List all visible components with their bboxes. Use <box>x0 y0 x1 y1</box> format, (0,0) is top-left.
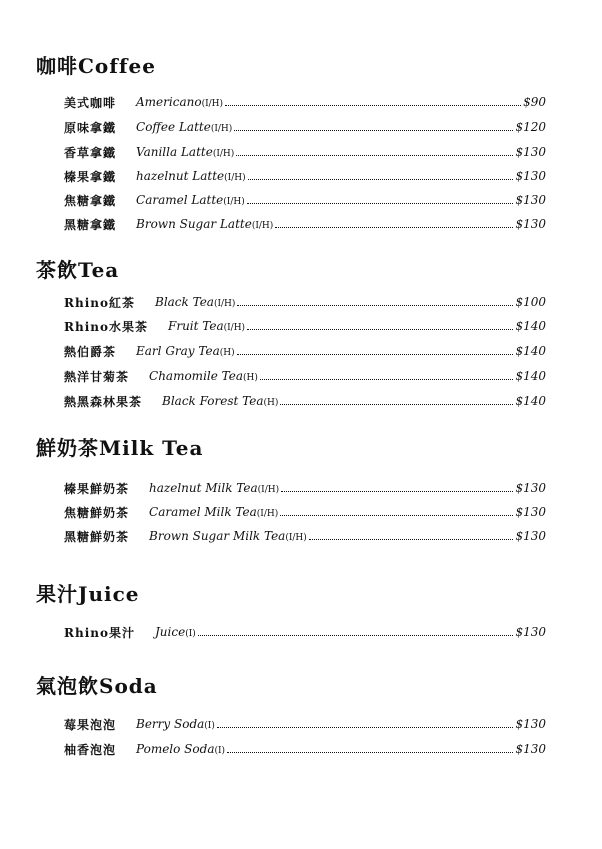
item-size: (H) <box>263 398 279 408</box>
item-name-en: Brown Sugar Latte(I/H) <box>136 217 274 231</box>
item-price: $120 <box>515 120 546 134</box>
item-size: (I/H) <box>223 197 245 207</box>
dot-leader <box>280 403 513 405</box>
menu-item <box>64 714 546 734</box>
item-name-zh: 熱洋甘菊茶 <box>64 369 130 384</box>
item-name-en: Caramel Milk Tea(I/H) <box>149 505 279 519</box>
menu-item <box>64 478 546 498</box>
menu-item <box>64 622 546 642</box>
item-name-zh: 榛果鮮奶茶 <box>64 481 130 496</box>
item-price: $130 <box>515 529 546 543</box>
item-price: $130 <box>515 505 546 519</box>
item-size: (I) <box>204 721 215 731</box>
dot-leader <box>236 154 513 156</box>
menu-item <box>64 214 546 234</box>
item-price: $140 <box>515 319 546 333</box>
item-size: (I/H) <box>224 173 246 183</box>
section-title: 咖啡Coffee <box>36 54 156 78</box>
item-price: $90 <box>523 95 546 109</box>
menu-item <box>64 142 546 162</box>
item-size: (I) <box>214 746 226 756</box>
item-name-zh: 黑糖拿鐵 <box>64 217 117 232</box>
item-name-en: hazelnut Milk Tea(I/H) <box>149 481 280 495</box>
dot-leader <box>227 751 513 753</box>
item-size: (I/H) <box>251 221 274 231</box>
item-size: (I/H) <box>201 99 224 109</box>
item-name-en: Caramel Latte(I/H) <box>136 193 245 207</box>
menu-item <box>64 366 546 386</box>
item-name-en: Berry Soda(I) <box>136 717 215 731</box>
item-price: $130 <box>515 481 546 495</box>
menu-item <box>64 117 546 137</box>
section-title: 鮮奶茶Milk Tea <box>36 436 204 460</box>
menu-item <box>64 92 546 112</box>
menu-item <box>64 739 546 759</box>
dot-leader <box>247 202 514 204</box>
item-price: $130 <box>515 742 546 756</box>
item-price: $130 <box>515 625 546 639</box>
item-price: $140 <box>515 369 546 383</box>
item-name-zh: Rhino果汁 <box>64 625 135 640</box>
item-size: (H) <box>219 348 235 358</box>
dot-leader <box>198 634 514 636</box>
item-name-en: Coffee Latte(I/H) <box>136 120 233 134</box>
item-price: $140 <box>515 344 546 358</box>
item-name-en: Vanilla Latte(I/H) <box>136 145 235 159</box>
dot-leader <box>217 726 514 728</box>
item-name-zh: Rhino紅茶 <box>64 295 135 310</box>
item-price: $130 <box>515 193 546 207</box>
dot-leader <box>225 104 521 106</box>
item-size: (I/H) <box>212 149 235 159</box>
dot-leader <box>237 304 513 306</box>
item-size: (I/H) <box>285 533 307 543</box>
dot-leader <box>237 353 514 355</box>
menu-item <box>64 502 546 522</box>
item-name-zh: 焦糖鮮奶茶 <box>64 505 130 520</box>
item-name-en: hazelnut Latte(I/H) <box>136 169 246 183</box>
item-name-en: Black Tea(I/H) <box>155 295 236 309</box>
dot-leader <box>234 129 513 131</box>
section-title: 果汁Juice <box>36 582 140 606</box>
dot-leader <box>280 514 513 516</box>
item-name-zh: 原味拿鐵 <box>64 120 117 135</box>
item-name-en: Brown Sugar Milk Tea(I/H) <box>149 529 307 543</box>
item-price: $140 <box>515 394 546 408</box>
item-name-zh: 莓果泡泡 <box>64 717 117 732</box>
menu-item <box>64 341 546 361</box>
item-size: (I/H) <box>256 509 279 519</box>
dot-leader <box>247 328 513 330</box>
item-name-en: Americano(I/H) <box>136 95 224 109</box>
dot-leader <box>275 226 513 228</box>
item-size: (I) <box>185 629 196 639</box>
item-price: $100 <box>515 295 546 309</box>
menu-item <box>64 391 546 411</box>
item-price: $130 <box>515 169 546 183</box>
item-name-zh: 香草拿鐵 <box>64 145 117 160</box>
item-name-zh: 焦糖拿鐵 <box>64 193 117 208</box>
menu-item <box>64 166 546 186</box>
item-name-zh: 榛果拿鐵 <box>64 169 117 184</box>
item-price: $130 <box>515 145 546 159</box>
item-size: (I/H) <box>257 485 280 495</box>
item-name-en: Chamomile Tea(H) <box>149 369 258 383</box>
dot-leader <box>260 378 514 380</box>
item-name-zh: 熱黑森林果茶 <box>64 394 143 409</box>
dot-leader <box>309 538 514 540</box>
section-title: 茶飲Tea <box>36 258 120 282</box>
item-name-en: Juice(I) <box>155 625 196 639</box>
item-name-zh: 熱伯爵茶 <box>64 344 117 359</box>
item-name-zh: 柚香泡泡 <box>64 742 117 757</box>
item-name-en: Pomelo Soda(I) <box>136 742 226 756</box>
menu-item <box>64 190 546 210</box>
item-size: (I/H) <box>223 323 246 333</box>
item-name-zh: 美式咖啡 <box>64 95 117 110</box>
menu-item <box>64 526 546 546</box>
item-name-en: Black Forest Tea(H) <box>162 394 279 408</box>
dot-leader <box>248 178 514 180</box>
item-size: (H) <box>242 373 258 383</box>
menu-item <box>64 292 546 312</box>
item-price: $130 <box>515 717 546 731</box>
section-title: 氣泡飲Soda <box>36 674 158 698</box>
dot-leader <box>281 490 513 492</box>
item-size: (I/H) <box>210 124 233 134</box>
item-name-zh: Rhino水果茶 <box>64 319 148 334</box>
item-name-en: Fruit Tea(I/H) <box>168 319 246 333</box>
menu-item <box>64 316 546 336</box>
item-name-en: Earl Gray Tea(H) <box>136 344 235 358</box>
item-name-zh: 黑糖鮮奶茶 <box>64 529 130 544</box>
item-size: (I/H) <box>213 299 236 309</box>
item-price: $130 <box>515 217 546 231</box>
